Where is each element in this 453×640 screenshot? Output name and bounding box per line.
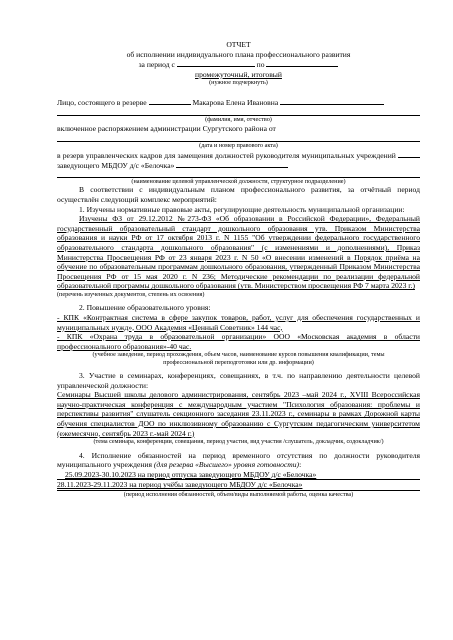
section4-row1-text: 25.09.2023-30.10.2023 на период отпуска заведующего МБДОУ д/с «Белочка»: [65, 469, 317, 479]
position-line: [57, 171, 420, 178]
report-kind-hint: (нужное подчеркнуть): [209, 79, 268, 87]
reserve-text: [57, 150, 420, 171]
reserve-text-body: в резерв управленческих кадров для замещения должностей руководителя муниципальных учреждений: [57, 150, 396, 160]
period-line: [57, 59, 420, 70]
report-kind: [57, 70, 420, 80]
person-name-blank[interactable]: [280, 97, 384, 105]
section2-title: 2. Повышение образовательного уровня:: [79, 303, 211, 313]
period-mid: по: [256, 60, 265, 70]
period-prefix: за период с: [138, 60, 175, 70]
included-line: [57, 124, 420, 134]
person-extra-line: [57, 107, 420, 116]
report-kind-text: промежуточный, итоговый: [195, 69, 282, 79]
act-hint: (дата и номер правового акта): [199, 142, 278, 150]
section4-title: 4. Исполнение обязанностей на период временного отсутствия по должности руководителя муниципального учреждения (для резерва «Высшего» уровня готовности):: [57, 450, 420, 470]
report-subtitle: об исполнении индивидуального плана профессионального развития: [126, 49, 351, 59]
person-name-hint: (фамилия, имя, отчество): [205, 116, 272, 124]
section3-hint: (тема семинара, конференции, совещания, период участия, вид участия /слушатель, докладчик, содокладчик/): [93, 438, 384, 446]
section1-body: Изучены ФЗ от 29.12.2012 №273-ФЗ «Об образовании в Российской Федерации», Федеральный государственный образовательный стандарт дошкольного образования утв. Приказом Министерства образования и науки РФ от 17 октября 2013 г. N 1155 "Об утверждении федерального государственного образовательного стандарта дошкольного образования" (с изменениями и дополнениями), Приказ Министерства Просвещения РФ от 23 января 2023 г. N 50 «О внесении изменений в Порядок приёма на обучение по образовательным программам дошкольного образования, утвержденный Приказом Министерства Просвещения РФ от 15 мая 2020 г. N 236; Методические рекомендации по реализации федеральной образовательной программы дошкольного образования (утв. Министерством просвещения РФ 7 марта 2023 г.): [57, 214, 420, 291]
period-end-blank[interactable]: [266, 59, 338, 67]
section4-row2: [57, 480, 420, 491]
section3-title: 3. Участие в семинарах, конференциях, совещаниях, в т.ч. по направлению деятельности целевой управленческой должности:: [57, 371, 420, 390]
position-hint: (наименование целевой управленческой должности, структурное подразделение): [131, 177, 346, 185]
section2-item2: - КПК «Охрана труда в образовательной организации» ООО «Московская академия в области профессионального образования»-40 час.: [57, 332, 420, 351]
person-blank[interactable]: [149, 97, 191, 105]
position-blank[interactable]: [176, 160, 288, 168]
period-start-blank[interactable]: [177, 59, 255, 67]
person-prefix: Лицо, состоящего в резерве: [57, 97, 147, 107]
section2-hint2: профессиональной переподготовки или др. информации): [163, 358, 314, 366]
section2-item1: - КПК «Контрактная система в сфере закупок товаров, работ, услуг для обеспечения государственных и муниципальных нужд», ООО Академия «Ценный Советник» 144 час,: [57, 312, 420, 332]
act-blank-line[interactable]: [57, 133, 420, 142]
reserve-person-line: [57, 97, 420, 108]
section4-hint: (период исполнения обязанностей, объем/виды выполняемой работы, оценка качества): [123, 491, 354, 499]
section4-row2-text: 28.11.2023-29.11.2023 на период учёбы заведующего МБДОУ д/с «Белочка»: [57, 480, 303, 490]
section1-title: 1. Изучены нормативные правовые акты, регулирующие деятельность муниципальной организации:: [79, 204, 405, 214]
reserve-blank[interactable]: [398, 150, 420, 158]
section2-hint1: (учебное заведение, период прохождения, объем часов, наименование курсов повышения квалификации, темы: [92, 351, 385, 359]
section4-row1: [57, 470, 420, 481]
position-name: заведующего МБДОУ д/с «Белочка»: [57, 161, 175, 171]
section1-hint: (перечень изученных документов, степень их освоения): [57, 290, 205, 298]
section4-title-text: 4. Исполнение обязанностей на период временного отсутствия по должности руководителя муниципального учреждения: [57, 450, 420, 470]
person-name: Макарова Елена Ивановна: [192, 97, 279, 107]
section3-body: Семинары Высшей школы делового администрирования, сентябрь 2023 –май 2024 г., XVIII Всероссийская научно-практическая конференция с международным участием "Психология образования: проблемы и перспективы развития" слушатель секционного заседания 23.11.2023 г., семинары в рамках Дорожной карты обучения специалистов ДОО по инклюзивному образованию с Сургутским педагогическим университетом (ежемесячно, сентябрь 2023 г.-май 2024 г.): [57, 390, 420, 438]
included-text: включенное распоряжением администрации Сургутского района от: [57, 123, 276, 133]
intro-text: В соответствии с индивидуальным планом профессионального развития, за отчётный период осуществлён следующий комплекс мероприятий:: [57, 185, 420, 204]
section4-title-italic: (для резерва «Высшего» уровня готовности): [153, 460, 300, 470]
report-title: ОТЧЕТ: [226, 40, 251, 49]
